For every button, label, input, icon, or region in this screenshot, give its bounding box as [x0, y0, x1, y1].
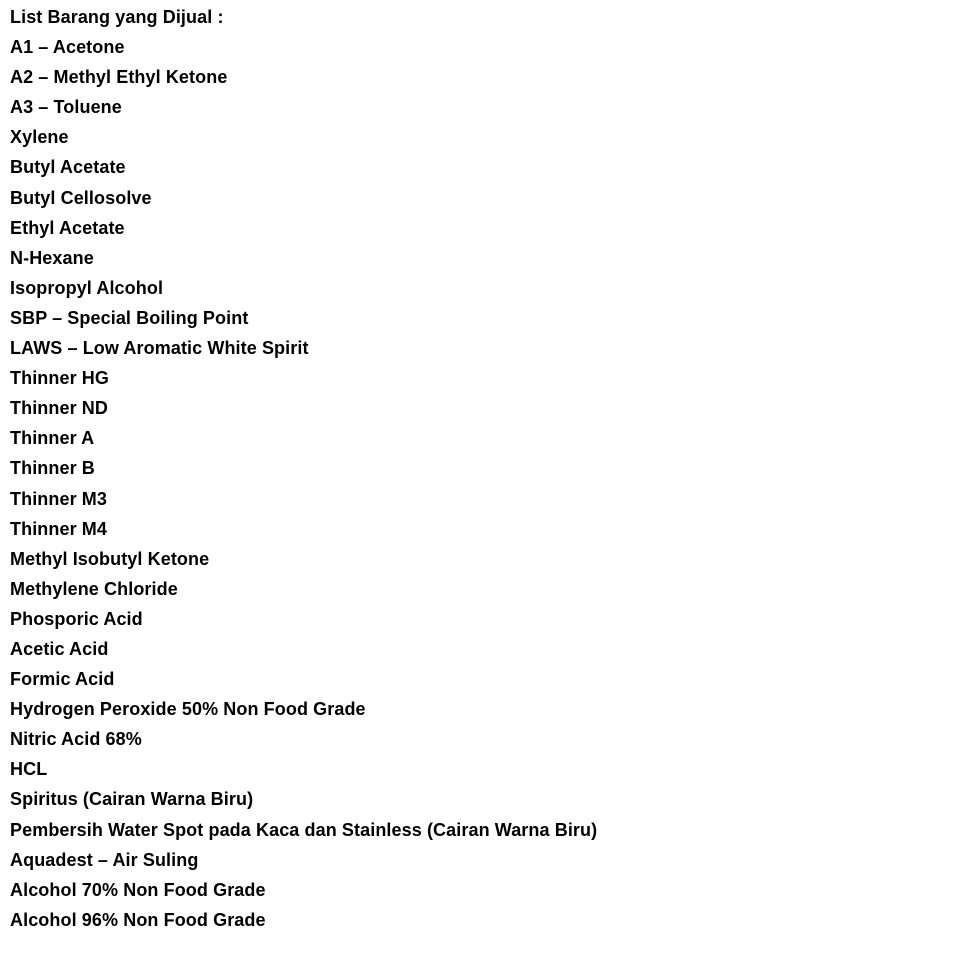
list-item: Phosporic Acid	[10, 608, 143, 629]
list-item: Butyl Cellosolve	[10, 187, 152, 208]
list-item: Thinner A	[10, 428, 95, 449]
list-item: A2 – Methyl Ethyl Ketone	[10, 67, 228, 88]
list-item: Thinner M4	[10, 518, 108, 539]
list-item: Formic Acid	[10, 669, 115, 690]
list-item: Alcohol 70% Non Food Grade	[10, 879, 266, 900]
list-item: Isopropyl Alcohol	[10, 277, 164, 298]
list-item: Methylene Chloride	[10, 578, 178, 599]
list-item: Ethyl Acetate	[10, 217, 125, 238]
list-item: Alcohol 96% Non Food Grade	[10, 909, 266, 930]
product-list	[10, 32, 958, 935]
list-item: Butyl Acetate	[10, 157, 126, 178]
list-item: Spiritus (Cairan Warna Biru)	[10, 789, 254, 810]
list-title: List Barang yang Dijual :	[10, 7, 224, 27]
list-item: SBP – Special Boiling Point	[10, 307, 249, 328]
list-item: N-Hexane	[10, 247, 94, 268]
list-item: A1 – Acetone	[10, 37, 125, 58]
list-item: Thinner B	[10, 458, 95, 479]
list-item: Xylene	[10, 127, 69, 148]
list-item: Thinner ND	[10, 398, 108, 419]
list-item: Acetic Acid	[10, 638, 109, 659]
list-item: Aquadest – Air Suling	[10, 849, 199, 870]
list-item: Hydrogen Peroxide 50% Non Food Grade	[10, 699, 366, 720]
list-item: LAWS – Low Aromatic White Spirit	[10, 338, 309, 359]
list-item: A3 – Toluene	[10, 97, 122, 118]
list-item: HCL	[10, 759, 48, 780]
list-item: Thinner M3	[10, 488, 108, 509]
list-item: Nitric Acid 68%	[10, 729, 142, 750]
list-item: Methyl Isobutyl Ketone	[10, 548, 210, 569]
list-item: Pembersih Water Spot pada Kaca dan Stainless (Cairan Warna Biru)	[10, 819, 598, 840]
list-item: Thinner HG	[10, 368, 109, 389]
